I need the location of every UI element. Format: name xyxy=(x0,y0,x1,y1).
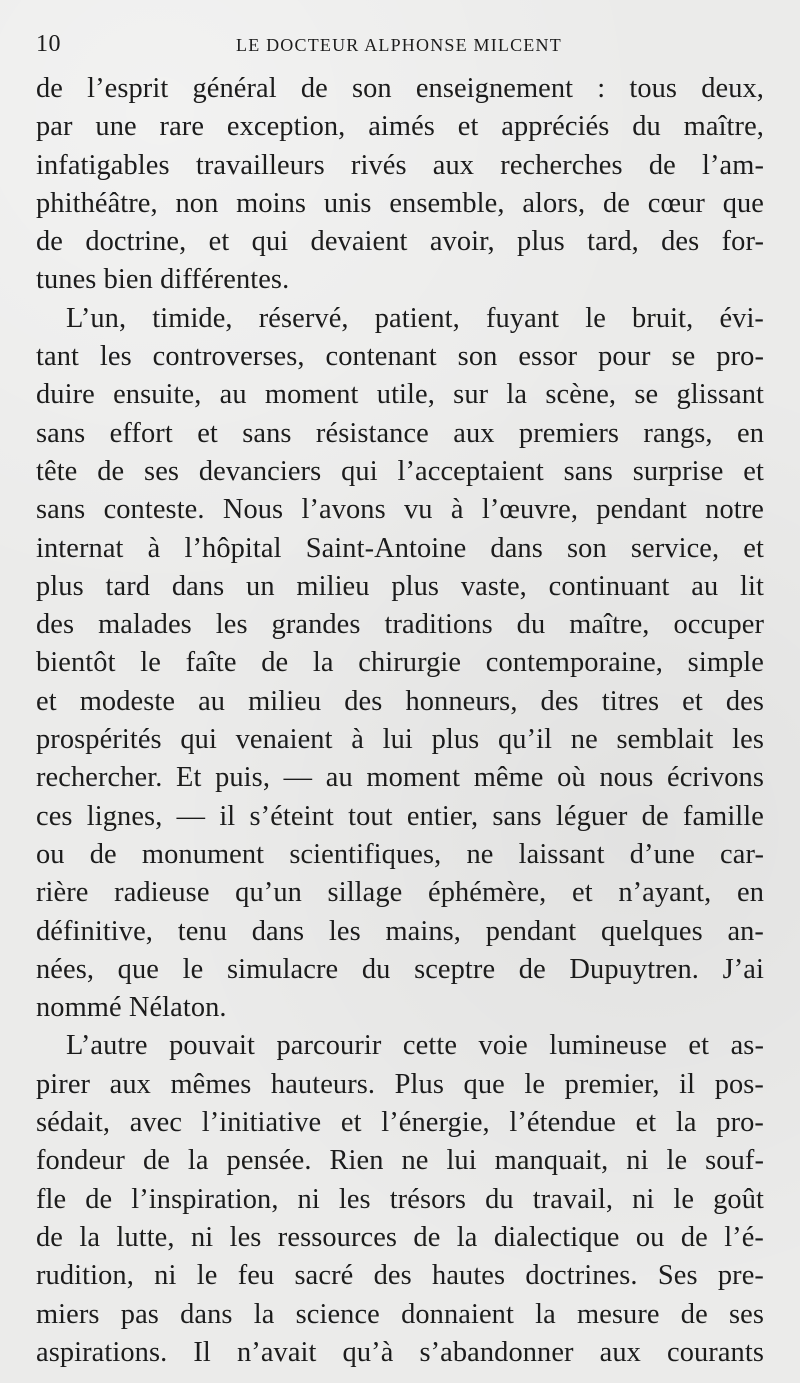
text-line: plus tard dans un milieu plus vaste, continuant au lit xyxy=(36,570,764,602)
text-line: prospérités qui venaient à lui plus qu’il ne semblait les xyxy=(36,724,764,756)
text-line: tant les controverses, contenant son essor pour se pro- xyxy=(36,341,764,373)
text-line: par une rare exception, aimés et appréciés du maître, xyxy=(36,111,764,143)
text-line: nées, que le simulacre du sceptre de Dupuytren. J’ai xyxy=(36,953,764,985)
text-line: tunes bien différentes. xyxy=(36,264,290,296)
text-line: et modeste au milieu des honneurs, des titres et des xyxy=(36,685,764,717)
text-line: de la lutte, ni les ressources de la dialectique ou de l’é- xyxy=(36,1221,764,1253)
text-line: sans conteste. Nous l’avons vu à l’œuvre, pendant notre xyxy=(36,494,764,526)
text-line: définitive, tenu dans les mains, pendant quelques an- xyxy=(36,915,764,947)
text-line: fondeur de la pensée. Rien ne lui manquait, ni le souf- xyxy=(36,1145,764,1177)
text-line: pirer aux mêmes hauteurs. Plus que le premier, il pos- xyxy=(36,1068,764,1100)
text-line: ou de monument scientifiques, ne laissant d’une car- xyxy=(36,838,764,870)
text-line: des malades les grandes traditions du maître, occuper xyxy=(36,609,764,641)
running-title: LE DOCTEUR ALPHONSE MILCENT xyxy=(236,35,562,55)
text-line: sans effort et sans résistance aux premiers rangs, en xyxy=(36,417,764,449)
text-line: sédait, avec l’initiative et l’énergie, l’étendue et la pro- xyxy=(36,1107,764,1139)
text-line: de l’esprit général de son enseignement : tous deux, xyxy=(36,73,764,104)
running-head xyxy=(36,30,766,58)
text-line: rière radieuse qu’un sillage éphémère, et n’ayant, en xyxy=(36,877,764,909)
text-line: fle de l’inspiration, ni les trésors du travail, ni le goût xyxy=(36,1183,764,1215)
text-line: miers pas dans la science donnaient la mesure de ses xyxy=(36,1298,764,1330)
text-line: internat à l’hôpital Saint-Antoine dans son service, et xyxy=(36,532,764,564)
text-line: rudition, ni le feu sacré des hautes doctrines. Ses pre- xyxy=(36,1260,764,1292)
text-line: de doctrine, et qui devaient avoir, plus tard, des for- xyxy=(36,226,764,258)
paragraph-start-line: L’autre pouvait parcourir cette voie lumineuse et as- xyxy=(66,1030,764,1062)
text-line: bientôt le faîte de la chirurgie contemporaine, simple xyxy=(36,647,764,679)
text-line: duire ensuite, au moment utile, sur la scène, se glissant xyxy=(36,379,764,411)
text-line: phithéâtre, non moins unis ensemble, alors, de cœur que xyxy=(36,187,764,219)
body-text xyxy=(36,70,764,1372)
text-line: infatigables travailleurs rivés aux recherches de l’am- xyxy=(36,149,764,181)
page-number: 10 xyxy=(36,31,61,57)
text-line: tête de ses devanciers qui l’acceptaient sans surprise et xyxy=(36,455,764,487)
text-line: nommé Nélaton. xyxy=(36,992,227,1024)
text-line: rechercher. Et puis, — au moment même où nous écrivons xyxy=(36,762,764,794)
text-line: ces lignes, — il s’éteint tout entier, sans léguer de famille xyxy=(36,800,764,832)
text-line: aspirations. Il n’avait qu’à s’abandonner aux courants xyxy=(36,1336,764,1368)
paragraph-start-line: L’un, timide, réservé, patient, fuyant le bruit, évi- xyxy=(66,302,764,334)
